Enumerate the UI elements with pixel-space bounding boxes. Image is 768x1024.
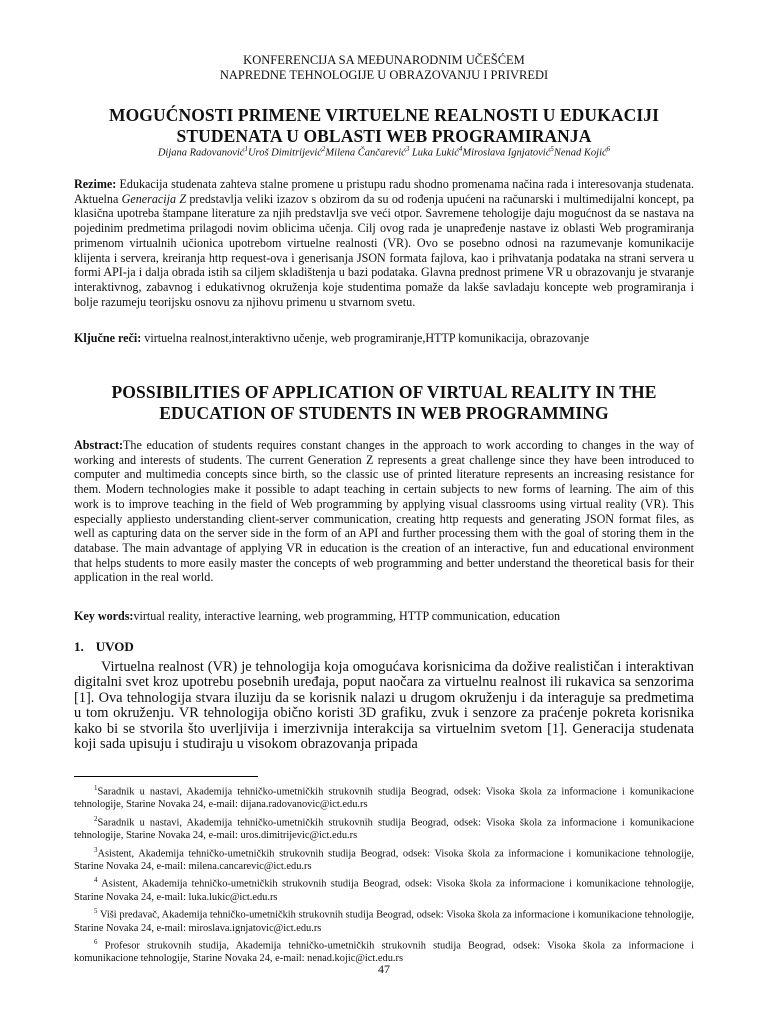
keywords-text: virtual reality, interactive learning, web programming, HTTP communication, education xyxy=(133,609,561,623)
summary-label: Rezime: xyxy=(74,177,117,191)
footnote-text: Saradnik u nastavi, Akademija tehničko-umetničkih strukovnih studija Beograd, odsek: Visoka škola za informacione i komunikacione tehnologije, Starine Novaka 24, e-mail: uros.dimitrijevic@ict.edu.rs xyxy=(74,817,694,842)
author-name: Miroslava Ignjatović xyxy=(462,147,551,159)
keywords-label: Ključne reči: xyxy=(74,331,142,345)
section-heading xyxy=(74,639,134,655)
footnote-text: Profesor strukovnih studija, Akademija tehničko-umetničkih strukovnih studija Beograd, odsek: Visoka škola za informacione i komunikacione tehnologije, Starine Novaka 24, e-mail: nenad.kojic@ict.edu.rs xyxy=(74,940,694,965)
author-footnote-mark: 6 xyxy=(606,145,611,153)
abstract-label: Abstract: xyxy=(74,438,124,452)
author-footnote-mark: 1 xyxy=(244,145,248,153)
summary-emphasis: Generacija Z xyxy=(121,191,187,206)
paper-title-english: POSSIBILITIES OF APPLICATION OF VIRTUAL REALITY IN THE EDUCATION OF STUDENTS IN WEB PROGRAMMING xyxy=(111,382,657,423)
author-footnote-mark: 5 xyxy=(550,145,554,153)
author-name: Luka Lukić xyxy=(409,147,459,159)
author-footnote-mark: 2 xyxy=(321,145,326,153)
section-number: 1. xyxy=(74,639,84,654)
author-name: Dijana Radovanović xyxy=(157,147,245,159)
author-name: Uroš Dimitrijević xyxy=(247,147,322,159)
footnote-divider xyxy=(74,776,258,777)
footnote xyxy=(74,782,694,812)
footnote xyxy=(74,844,694,874)
keywords-label: Key words: xyxy=(74,609,134,623)
footnote-mark: 1 xyxy=(94,784,98,792)
author-name: Nenad Kojić xyxy=(553,147,607,159)
footnote-mark: 6 xyxy=(94,937,98,946)
paper-title-serbian: MOGUĆNOSTI PRIMENE VIRTUELNE REALNOSTI U EDUKACIJI STUDENATA U OBLASTI WEB PROGRAMIRANJA xyxy=(108,105,660,146)
footnote-mark: 4 xyxy=(94,876,98,885)
footnote-text: Asistent, Akademija tehničko-umetničkih strukovnih studija Beograd, odsek: Visoka škola za informacione i komunikacione tehnologije, Starine Novaka 24, e-mail: luka.lukic@ict.edu.rs xyxy=(74,878,694,903)
keywords-text: virtuelna realnost,interaktivno učenje, web programiranje,HTTP komunikacija, obrazovanje xyxy=(141,331,590,345)
footnote-text: Viši predavač, Akademija tehničko-umetničkih strukovnih studija Beograd, odsek: Visoka škola za informacione i komunikacione tehnologije, Starine Novaka 24, e-mail: miroslava.ignjatovic@ict.edu.rs xyxy=(74,909,694,934)
abstract-text: The education of students requires constant changes in the approach to work according to changes in the way of working and interests of students. The current Generation Z represents a great challenge since they have been introduced to computer and multimedia concepts since birth, so the classic use of printed literature represents an increasing resistance for them. Modern technologies make it possible to adapt teaching in certain subjects to new forms of learning. The aim of this work is to improve teaching in the field of Web programming by applying visual classrooms using virtual reality (VR). This especially appliesto understanding client-server communication, creating http requests and generating JSON format files, as well as capturing data on the server side in the form of an API and further processing them with the goal of storing them in the database. The main advantage of applying VR in education is the creation of an interactive, fun and educational environment that helps students to more easily master the concepts of web programming and better understand the theoretical basis for their application in the real world. xyxy=(74,438,694,585)
section-title: UVOD xyxy=(95,639,134,654)
author-name: Milena Čančarević xyxy=(325,147,406,159)
footnote-mark: 3 xyxy=(94,845,98,854)
footnote-mark: 2 xyxy=(94,814,98,823)
keywords-english xyxy=(74,609,694,624)
summary-text-part2: predstavlja veliki izazov s obzirom da su od rođenja upućeni na računarski i multimedijalni koncept, pa klasična upotreba štampane literature za njih predstavlja sve veći otpor. Savremene tehologije daju mogućnost da se nastava na pojedinim predmetima prilagodi novim oblicima učenja. Cilj ovog rada je unapređenje nastave iz oblasti Web programiranja primenom virtualnih učionica upotrebom virtuelne realnosti (VR). Ovo se posebno odnosi na razumevanje komunikacije klijenta i servera, kreiranja http request-ova i generisanja JSON formata fajlova, kao i prihvatanja podataka na strani servera u formi API-ja i dalja obrada istih sa ciljem skladištenja u bazi podataka. Glavna prednost primene VR u obrazovanju je stvaranje interaktivnog, zabavnog i edukativnog okruženja koje studentima pomaže da lakše savladaju koncepte web programiranja i bolje razumeju teorijsku osnovu za njihovu primenu u stvarnom svetu. xyxy=(74,191,694,309)
author-footnote-mark: 3 xyxy=(405,145,410,153)
footnote xyxy=(74,874,694,904)
footnote-text: Saradnik u nastavi, Akademija tehničko-umetničkih strukovnih studija Beograd, odsek: Visoka škola za informacione i komunikacione tehnologije, Starine Novaka 24, e-mail: dijana.radovanovic@ict.edu.rs xyxy=(74,786,694,811)
page-number: 47 xyxy=(378,962,390,976)
conference-subtitle: NAPREDNE TEHNOLOGIJE U OBRAZOVANJU I PRIVREDI xyxy=(219,68,549,82)
footnote-mark: 5 xyxy=(94,907,98,916)
keywords-serbian xyxy=(74,331,694,346)
summary-serbian xyxy=(74,177,694,309)
abstract-english xyxy=(74,438,694,585)
author-footnote-mark: 4 xyxy=(458,145,463,153)
footnote xyxy=(74,813,694,843)
author-list xyxy=(60,142,708,161)
footnote-text: Asistent, Akademija tehničko-umetničkih strukovnih studija Beograd, odsek: Visoka škola za informacione i komunikacione tehnologije, Starine Novaka 24, e-mail: milena.cancarevic@ict.edu.rs xyxy=(74,848,694,872)
summary-text-part1: Edukacija studenata zahteva stalne promene u pristupu radu shodno promenama načina rada i interesovanja studenata. Aktuelna xyxy=(74,177,694,206)
footnotes xyxy=(74,782,694,967)
conference-name: KONFERENCIJA SA MEĐUNARODNIM UČEŠĆEM xyxy=(243,53,525,67)
footnote xyxy=(74,905,694,935)
section-body-text: Virtuelna realnost (VR) je tehnologija koja omogućava korisnicima da dožive realističan i interaktivan digitalni svet kroz upotrebu posebnih uređaja, poput naočara za virtuelnu realnost ili rukavica sa senzorima [1]. Ova tehnologija stvara iluziju da se korisnik nalazi u drugom okruženju i da interaguje sa predmetima u tom okruženju. VR tehnologija obično koristi 3D grafiku, zvuk i senzore za praćenje pokreta korisnika kako bi se stvorila što uverljivija i imerzivnija interakcija sa virtuelnim svetom [1]. Generacija studenata koji sada upisuju i studiraju u visokom obrazovanja pripada xyxy=(74,659,694,753)
